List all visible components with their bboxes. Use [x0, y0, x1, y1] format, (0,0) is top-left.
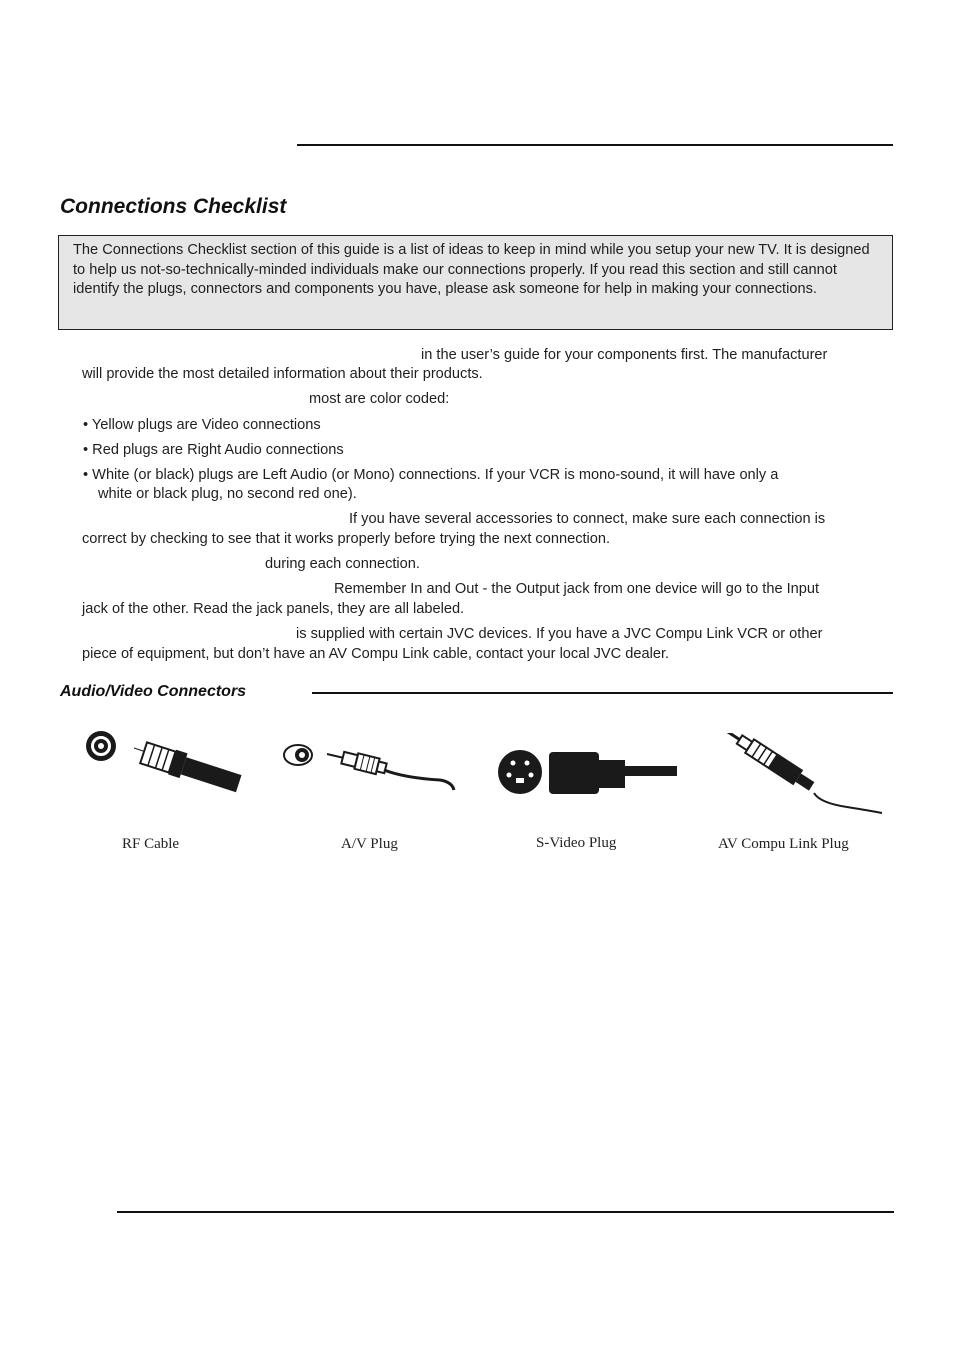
page-title: Connections Checklist [60, 195, 287, 218]
caption-av-plug: A/V Plug [341, 836, 398, 852]
checklist-item-6-line-1: is supplied with certain JVC devices. If you have a JVC Compu Link VCR or other [296, 626, 823, 642]
checklist-item-6-line-2: piece of equipment, but don’t have an AV Compu Link cable, contact your local JVC dealer. [82, 646, 670, 662]
section-rule [312, 692, 893, 694]
bullet-red: • Red plugs are Right Audio connections [83, 442, 344, 458]
top-rule [297, 144, 893, 146]
caption-s-video-plug: S-Video Plug [536, 835, 617, 851]
intro-box: The Connections Checklist section of this guide is a list of ideas to keep in mind while you setup your new TV. It is designed to help us not-so-technically-minded individuals make our connections properly. If you read this section and still cannot identify the plugs, connectors and components you have, please ask someone for help in making your connections. [58, 235, 893, 330]
checklist-item-1-line-1: in the user’s guide for your components first. The manufacturer [421, 347, 828, 363]
s-video-plug-icon [495, 742, 680, 802]
section-heading: Audio/Video Connectors [60, 683, 254, 701]
bullet-white-line-2: white or black plug, no second red one). [98, 486, 357, 502]
av-compu-link-plug-icon [712, 733, 887, 818]
bottom-rule [117, 1211, 894, 1213]
bullet-yellow: • Yellow plugs are Video connections [83, 417, 321, 433]
checklist-item-4: during each connection. [265, 556, 420, 572]
bullet-white-line-1: • White (or black) plugs are Left Audio (or Mono) connections. If your VCR is mono-sound, it will have only a [83, 467, 779, 483]
av-plug-icon [280, 738, 460, 793]
checklist-item-3-line-1: If you have several accessories to connect, make sure each connection is [349, 511, 826, 527]
rf-cable-icon [80, 728, 250, 798]
checklist-item-5-line-1: Remember In and Out - the Output jack from one device will go to the Input [334, 581, 820, 597]
checklist-item-3-line-2: correct by checking to see that it works properly before trying the next connection. [82, 531, 611, 547]
checklist-item-5-line-2: jack of the other. Read the jack panels, they are all labeled. [82, 601, 465, 617]
checklist-item-1-line-2: will provide the most detailed information about their products. [82, 366, 483, 382]
caption-av-compu-link-plug: AV Compu Link Plug [718, 836, 849, 852]
caption-rf-cable: RF Cable [122, 836, 180, 852]
checklist-item-2: most are color coded: [309, 391, 450, 407]
